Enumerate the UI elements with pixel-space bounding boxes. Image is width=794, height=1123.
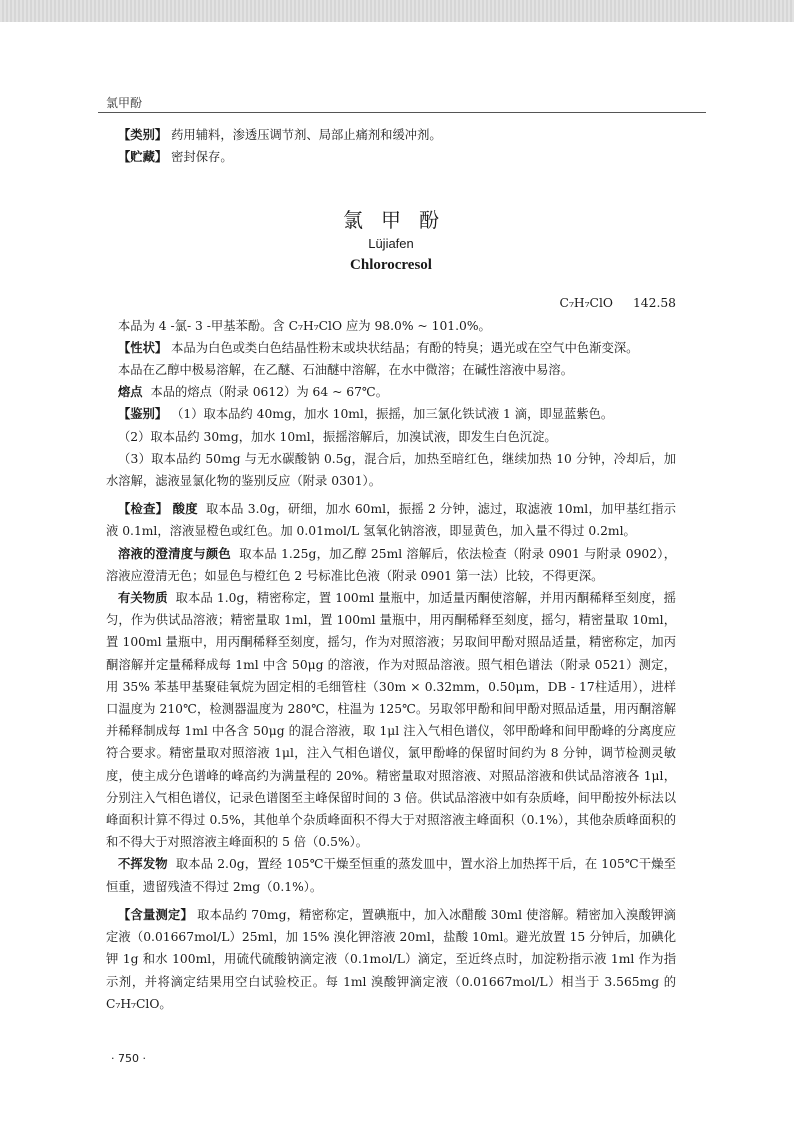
body-paragraph (106, 381, 676, 403)
monograph-title-en: Chlorocresol (350, 257, 432, 274)
entry-label: 【贮藏】 (118, 150, 168, 165)
section-label: 【鉴别】 (118, 407, 168, 422)
section-label: 【含量测定】 (118, 907, 194, 922)
entry-label: 【类别】 (118, 128, 168, 142)
body-paragraph (106, 403, 676, 425)
molecular-weight: 142.58 (632, 296, 676, 311)
body-text: 取本品 2.0g，置经 105℃干燥至恒重的蒸发皿中，置水浴上加热挥干后，在 105℃干燥至恒重，遗留残渣不得过 2mg（0.1%）。 (106, 857, 676, 894)
body-text: 本品的熔点（附录 0612）为 64 ~ 67℃。 (150, 385, 388, 400)
monograph-pinyin: Lüjiafen (368, 236, 414, 252)
formula-line (106, 292, 676, 314)
body-paragraph (106, 498, 676, 542)
page-content (106, 124, 676, 1015)
storage-entry (106, 146, 676, 168)
body-paragraph (106, 543, 676, 587)
body-text: 取本品 1.0g，精密称定，置 100ml 量瓶中，加适量丙酮使溶解，并用丙酮稀释至刻度，摇匀，作为供试品溶液；精密量取 1ml，置 100ml 量瓶中，用丙酮稀释至刻度，摇匀，精密量取 10ml，置 100ml 量瓶中，用丙酮稀释至刻度，摇匀，作为对照溶液；另取间甲酚对照品适量，精密称定，加丙酮溶解并定量稀释成每 1ml 中含 50μg 的溶液，作为对照品溶液。照气相色谱法（附录 0521）测定，用 35% 苯基甲基聚硅氧烷为固定相的毛细管柱（30m × 0.32mm，0.50μm，DB - 17柱适用），进样口温度为 210℃，检测器温度为 280℃，柱温为 125℃。另取邻甲酚和间甲酚对照品适量，用丙酮溶解并稀释制成每 1ml 中各含 50μg 的混合溶液，取 1μl 注入气相色谱仪，邻甲酚峰和间甲酚峰的分离度应符合要求。精密量取对照溶液 1μl，注入气相色谱仪，氯甲酚峰的保留时间约为 8 分钟，调节检测灵敏度，使主成分色谱峰的峰高约为满量程的 20%。精密量取对照溶液、对照品溶液和供试品溶液各 1μl，分别注入气相色谱仪，记录色谱图至主峰保留时间的 3 倍。供试品溶液中如有杂质峰，间甲酚按外标法以峰面积计算不得过 0.5%，其他单个杂质峰面积不得大于对照溶液主峰面积（0.1%），其他杂质峰面积的和不得大于对照溶液主峰面积的 5 倍（0.5%）。 (106, 591, 676, 850)
body-text: （2）取本品约 30mg，加水 10ml，振摇溶解后，加溴试液，即发生白色沉淀。 (118, 429, 557, 444)
section-label: 不挥发物 (118, 857, 168, 872)
body-text: 取本品 3.0g，研细，加水 60ml，振摇 2 分钟，滤过，取滤液 10ml，加甲基红指示液 0.1ml，溶液显橙色或红色。加 0.01mol/L 氢氧化钠溶液，即显黄色，加入量不得过 0.2ml。 (106, 502, 676, 539)
section-label: 【检查】 酸度 (118, 502, 198, 517)
body-paragraph (106, 337, 676, 359)
monograph-title-cn: 氯甲酚 (343, 208, 457, 233)
entry-text: 密封保存。 (171, 150, 233, 165)
body-text: 取本品 1.25g，加乙醇 25ml 溶解后，依法检查（附录 0901 与附录 0902），溶液应澄清无色；如显色与橙红色 2 号标准比色液（附录 0901 第一法）比较，不得更深。 (106, 546, 676, 583)
body-paragraph (106, 904, 676, 1015)
body-paragraph (106, 448, 676, 492)
running-head: 氯甲酚 (106, 96, 143, 110)
body-paragraph (106, 587, 676, 853)
section-label: 有关物质 (118, 591, 168, 606)
body-paragraph (106, 853, 676, 897)
body-paragraph (106, 315, 676, 337)
section-label: 溶液的澄清度与颜色 (118, 546, 231, 561)
section-label: 熔点 (118, 385, 143, 400)
body-paragraph (106, 359, 676, 381)
body-text: （3）取本品约 50mg 与无水碳酸钠 0.5g，混合后，加热至暗红色，继续加热 10 分钟，冷却后，加水溶解，滤液显氯化物的鉴别反应（附录 0301）。 (106, 451, 676, 489)
scan-top-band (0, 0, 794, 22)
body-text: 本品为白色或类白色结晶性粉末或块状结晶；有酚的特臭；遇光或在空气中色渐变深。 (171, 340, 639, 355)
header-rule (98, 112, 706, 113)
body-text: 本品为 4 -氯- 3 -甲基苯酚。含 C₇H₇ClO 应为 98.0% ~ 101.0%。 (118, 318, 491, 333)
page-number: · 750 · (111, 1052, 146, 1065)
entry-text: 药用辅料，渗透压调节剂、局部止痛剂和缓冲剂。 (171, 128, 442, 142)
section-label: 【性状】 (118, 340, 168, 355)
molecular-formula: C₇H₇ClO (559, 296, 613, 311)
body-paragraph (106, 426, 676, 448)
category-entry (106, 124, 676, 146)
body-text: 取本品约 70mg，精密称定，置碘瓶中，加入冰醋酸 30ml 使溶解。精密加入溴酸钾滴定液（0.01667mol/L）25ml，加 15% 溴化钾溶液 20ml，盐酸 10ml。避光放置 15 分钟后，加碘化钾 1g 和水 100ml，用硫代硫酸钠滴定液（0.1mol/L）滴定，至近终点时，加淀粉指示液 1ml 作为指示剂，并将滴定结果用空白试验校正。每 1ml 溴酸钾滴定液（0.01667mol/L）相当于 3.565mg 的 C₇H₇ClO。 (106, 907, 676, 1011)
body-text: 本品在乙醇中极易溶解，在乙醚、石油醚中溶解，在水中微溶；在碱性溶液中易溶。 (118, 363, 573, 378)
monograph-title-block (106, 206, 676, 276)
body-text: （1）取本品约 40mg，加水 10ml，振摇，加三氯化铁试液 1 滴，即显蓝紫色。 (171, 407, 614, 422)
